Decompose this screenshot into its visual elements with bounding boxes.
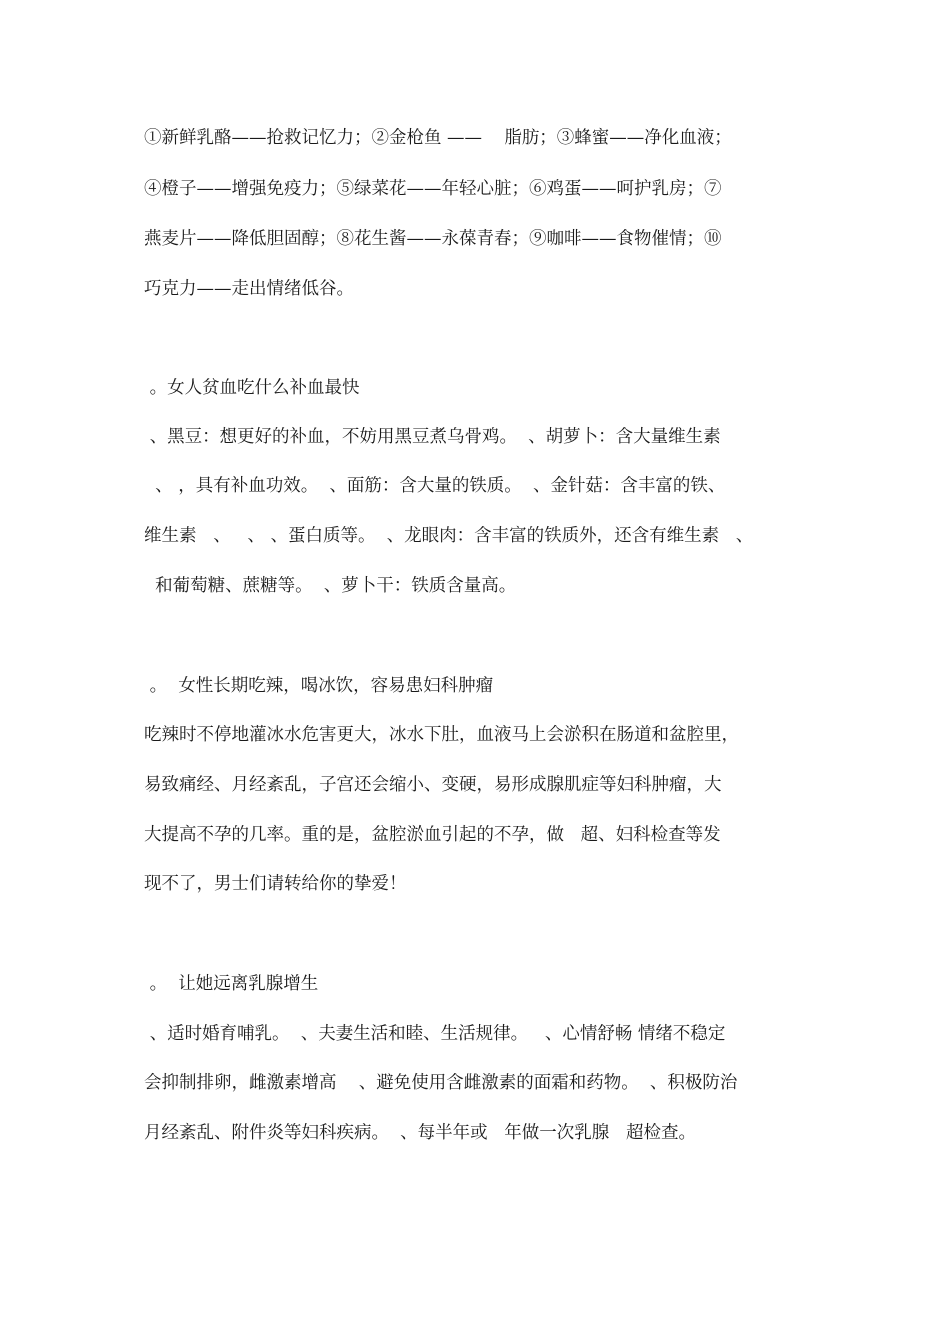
paragraph-line: 现不了，男士们请转给你的挚爱！ bbox=[144, 874, 407, 894]
section-heading: 。 让她远离乳腺增生 bbox=[144, 974, 319, 994]
section-heading: 。女人贫血吃什么补血最快 bbox=[144, 378, 360, 398]
paragraph-line: 月经紊乱、附件炎等妇科疾病。 、每半年或 年做一次乳腺 超检查。 bbox=[144, 1123, 696, 1143]
paragraph-line: 巧克力——走出情绪低谷。 bbox=[144, 279, 354, 299]
paragraph-line: ④橙子——增强免疫力；⑤绿菜花——年轻心脏；⑥鸡蛋——呵护乳房；⑦ bbox=[144, 179, 722, 199]
section-heading: 。 女性长期吃辣，喝冰饮，容易患妇科肿瘤 bbox=[144, 676, 494, 696]
paragraph-line: 吃辣时不停地灌冰水危害更大，冰水下肚，血液马上会淤积在肠道和盆腔里， bbox=[144, 725, 739, 745]
paragraph-line: 燕麦片——降低胆固醇；⑧花生酱——永葆青春；⑨咖啡——食物催情；⑩ bbox=[144, 229, 722, 249]
paragraph-line: 、黑豆：想更好的补血，不妨用黑豆煮乌骨鸡。 、胡萝卜：含大量维生素 bbox=[144, 427, 721, 447]
paragraph-line: 会抑制排卵，雌激素增高 、避免使用含雌激素的面霜和药物。 、积极防治 bbox=[144, 1073, 738, 1093]
paragraph-line: 和葡萄糖、蔗糖等。 、萝卜干：铁质含量高。 bbox=[144, 576, 517, 596]
paragraph-line: ①新鲜乳酪——抢救记忆力；②金枪鱼 —— 脂肪；③蜂蜜——净化血液； bbox=[144, 128, 732, 148]
paragraph-line: 、适时婚育哺乳。 、夫妻生活和睦、生活规律。 、心情舒畅 情绪不稳定 bbox=[144, 1024, 726, 1044]
paragraph-line: 、 ，具有补血功效。 、面筋：含大量的铁质。 、金针菇：含丰富的铁、 bbox=[144, 476, 726, 496]
paragraph-line: 大提高不孕的几率。重的是，盆腔淤血引起的不孕，做 超、妇科检查等发 bbox=[144, 825, 721, 845]
paragraph-line: 维生素 、 、 、蛋白质等。 、龙眼肉：含丰富的铁质外，还含有维生素 、 bbox=[144, 526, 754, 546]
paragraph-line: 易致痛经、月经紊乱，子宫还会缩小、变硬，易形成腺肌症等妇科肿瘤，大 bbox=[144, 775, 722, 795]
